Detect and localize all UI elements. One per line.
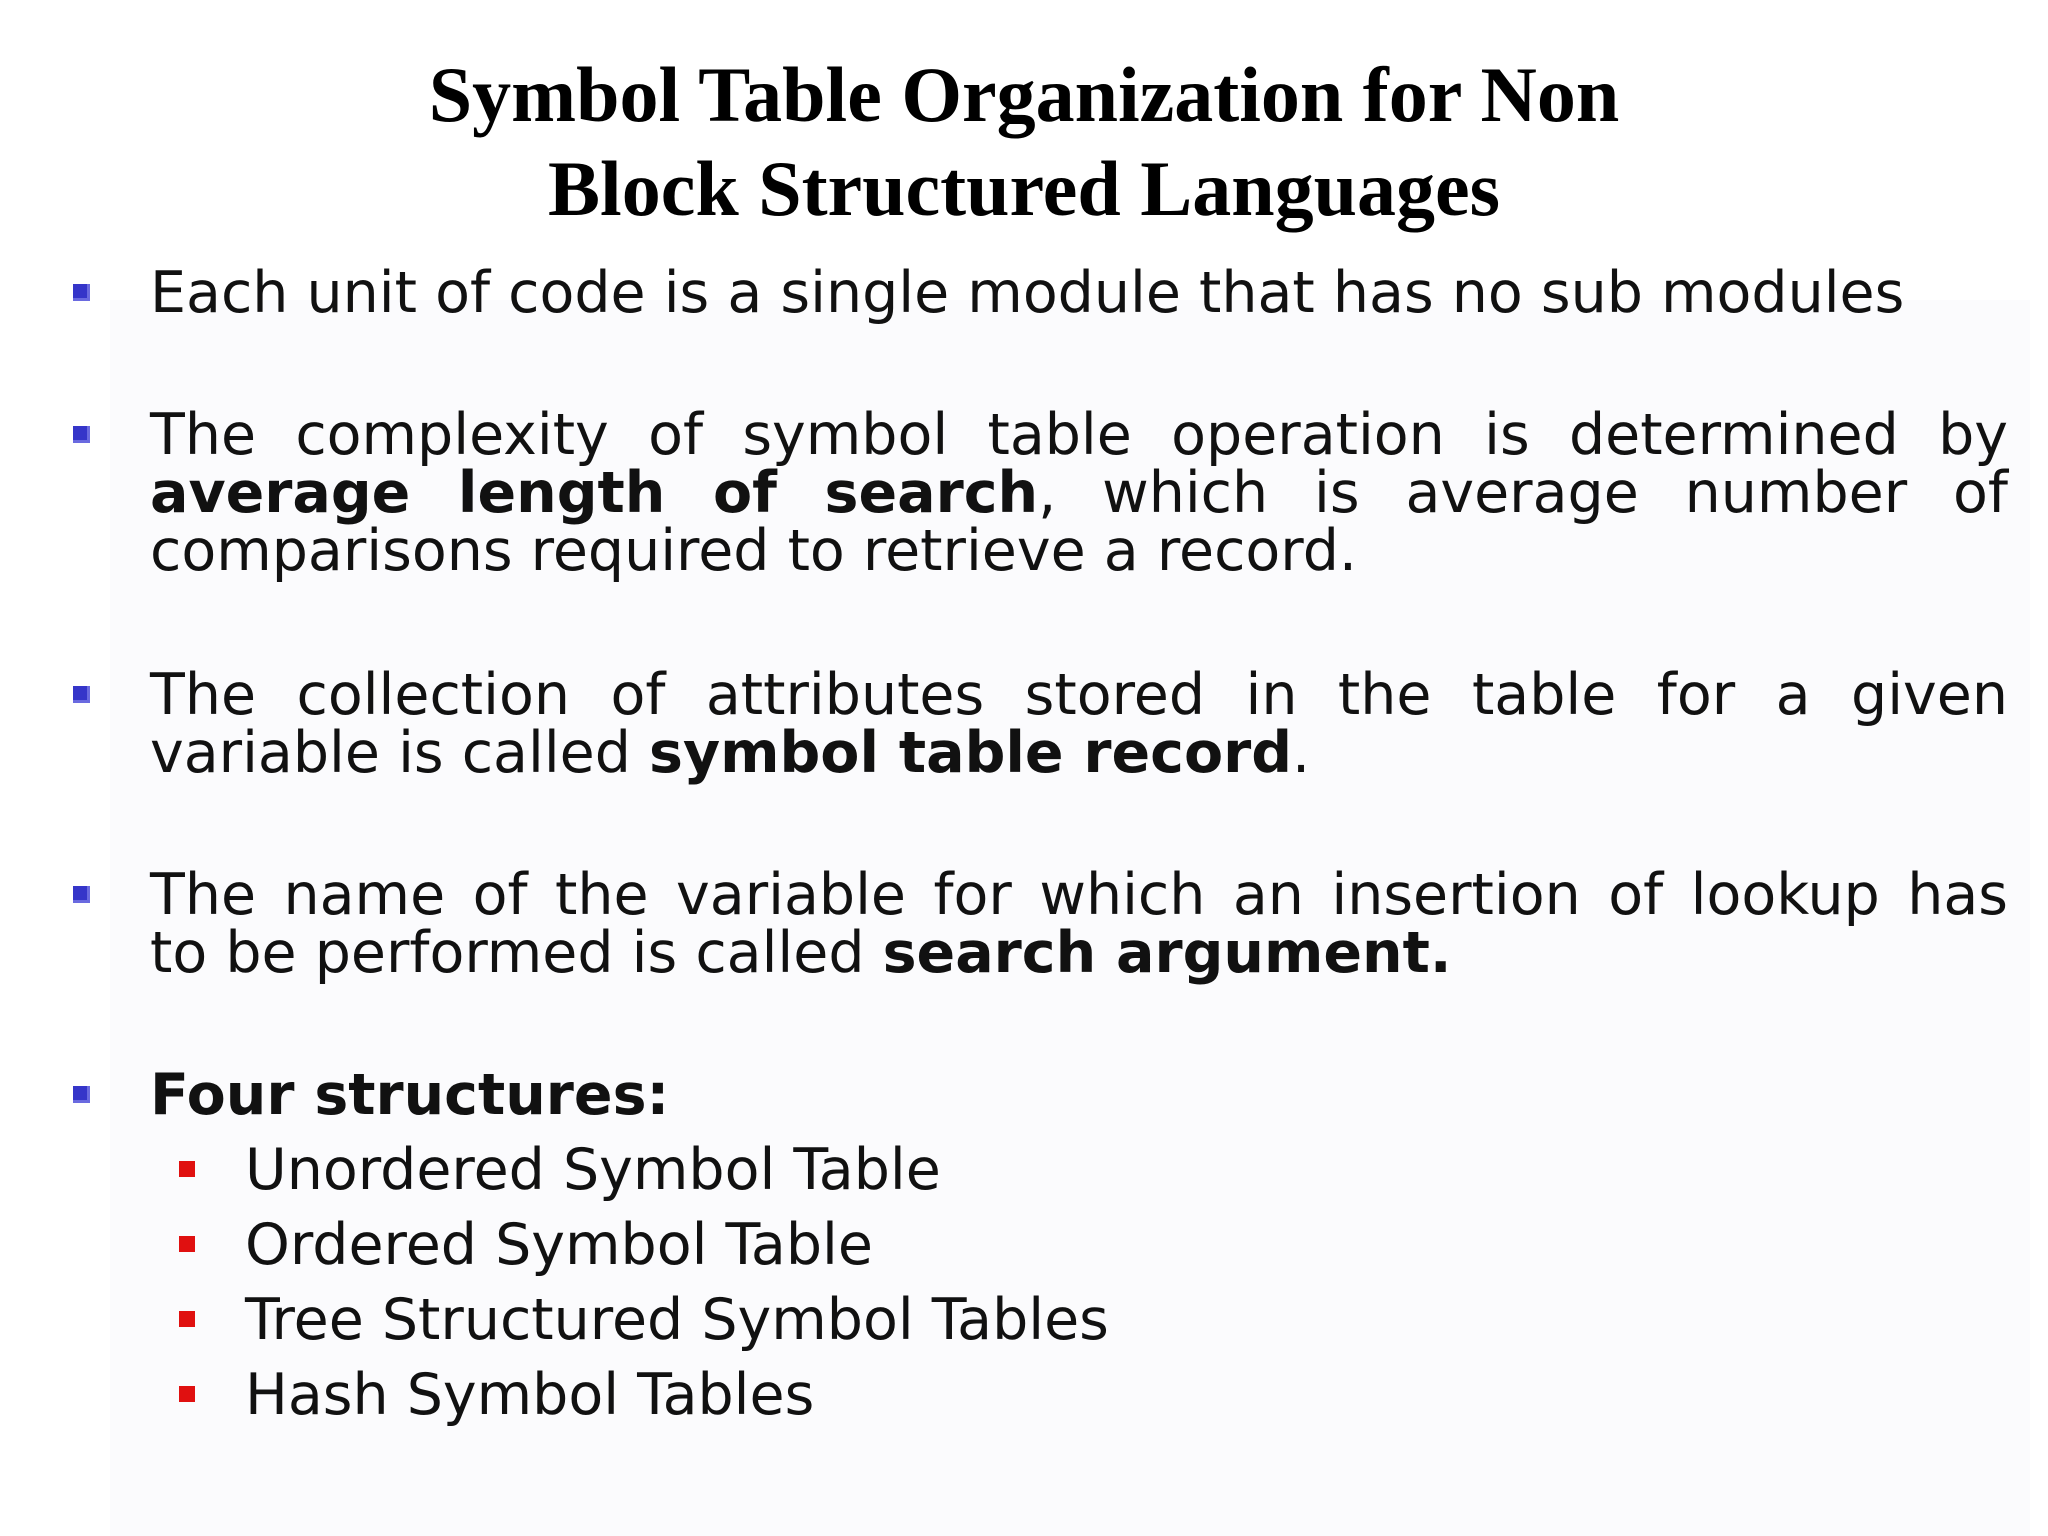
square-bullet-icon: [73, 1086, 90, 1103]
bullet-item-5: [150, 1062, 2008, 1128]
bullet-line: The collection of attributes stored in the table for a given: [150, 662, 2008, 728]
bullet-line-rest: , which is average number of: [1038, 460, 2008, 526]
red-square-bullet-icon: [179, 1236, 195, 1252]
red-square-bullet-icon: [179, 1386, 195, 1402]
bullet-text: Each unit of code is a single module that has no sub modules: [150, 260, 1905, 326]
slide-title: [0, 48, 2048, 236]
bullet-item-2: [150, 402, 2008, 584]
title-line-2: Block Structured Languages: [548, 145, 1500, 232]
bullet-line-pre: to be performed is called: [150, 920, 883, 986]
sub-item-text: Ordered Symbol Table: [245, 1212, 873, 1278]
bullet-item-1: [150, 260, 2008, 326]
bullet-heading: Four structures:: [150, 1062, 670, 1128]
bullet-line-post: .: [1292, 720, 1311, 786]
square-bullet-icon: [73, 686, 90, 703]
sub-list-item: [245, 1358, 1745, 1433]
sub-item-text: Hash Symbol Tables: [245, 1362, 815, 1428]
red-square-bullet-icon: [179, 1311, 195, 1327]
sub-item-text: Unordered Symbol Table: [245, 1137, 941, 1203]
bullet-line: comparisons required to retrieve a record.: [150, 518, 1358, 584]
bold-term: average length of search: [150, 460, 1039, 526]
bullet-line: [150, 920, 2008, 986]
bullet-line: [150, 720, 2008, 786]
bullet-item-3: [150, 662, 2008, 786]
red-square-bullet-icon: [179, 1161, 195, 1177]
bullet-item-4: [150, 862, 2008, 986]
bullet-line: The complexity of symbol table operation is determined by: [150, 402, 2008, 468]
square-bullet-icon: [73, 886, 90, 903]
square-bullet-icon: [73, 426, 90, 443]
sub-bullet-list: [245, 1133, 1745, 1433]
title-line-1: Symbol Table Organization for Non: [428, 51, 1620, 138]
sub-list-item: [245, 1283, 1745, 1358]
bold-term: search argument.: [882, 920, 1452, 986]
square-bullet-icon: [73, 284, 90, 301]
bullet-line: The name of the variable for which an insertion of lookup has: [150, 862, 2008, 928]
bold-term: symbol table record: [649, 720, 1293, 786]
sub-list-item: [245, 1133, 1745, 1208]
bullet-line: [150, 460, 2008, 526]
sub-item-text: Tree Structured Symbol Tables: [245, 1287, 1109, 1353]
bullet-line-pre: variable is called: [150, 720, 650, 786]
sub-list-item: [245, 1208, 1745, 1283]
